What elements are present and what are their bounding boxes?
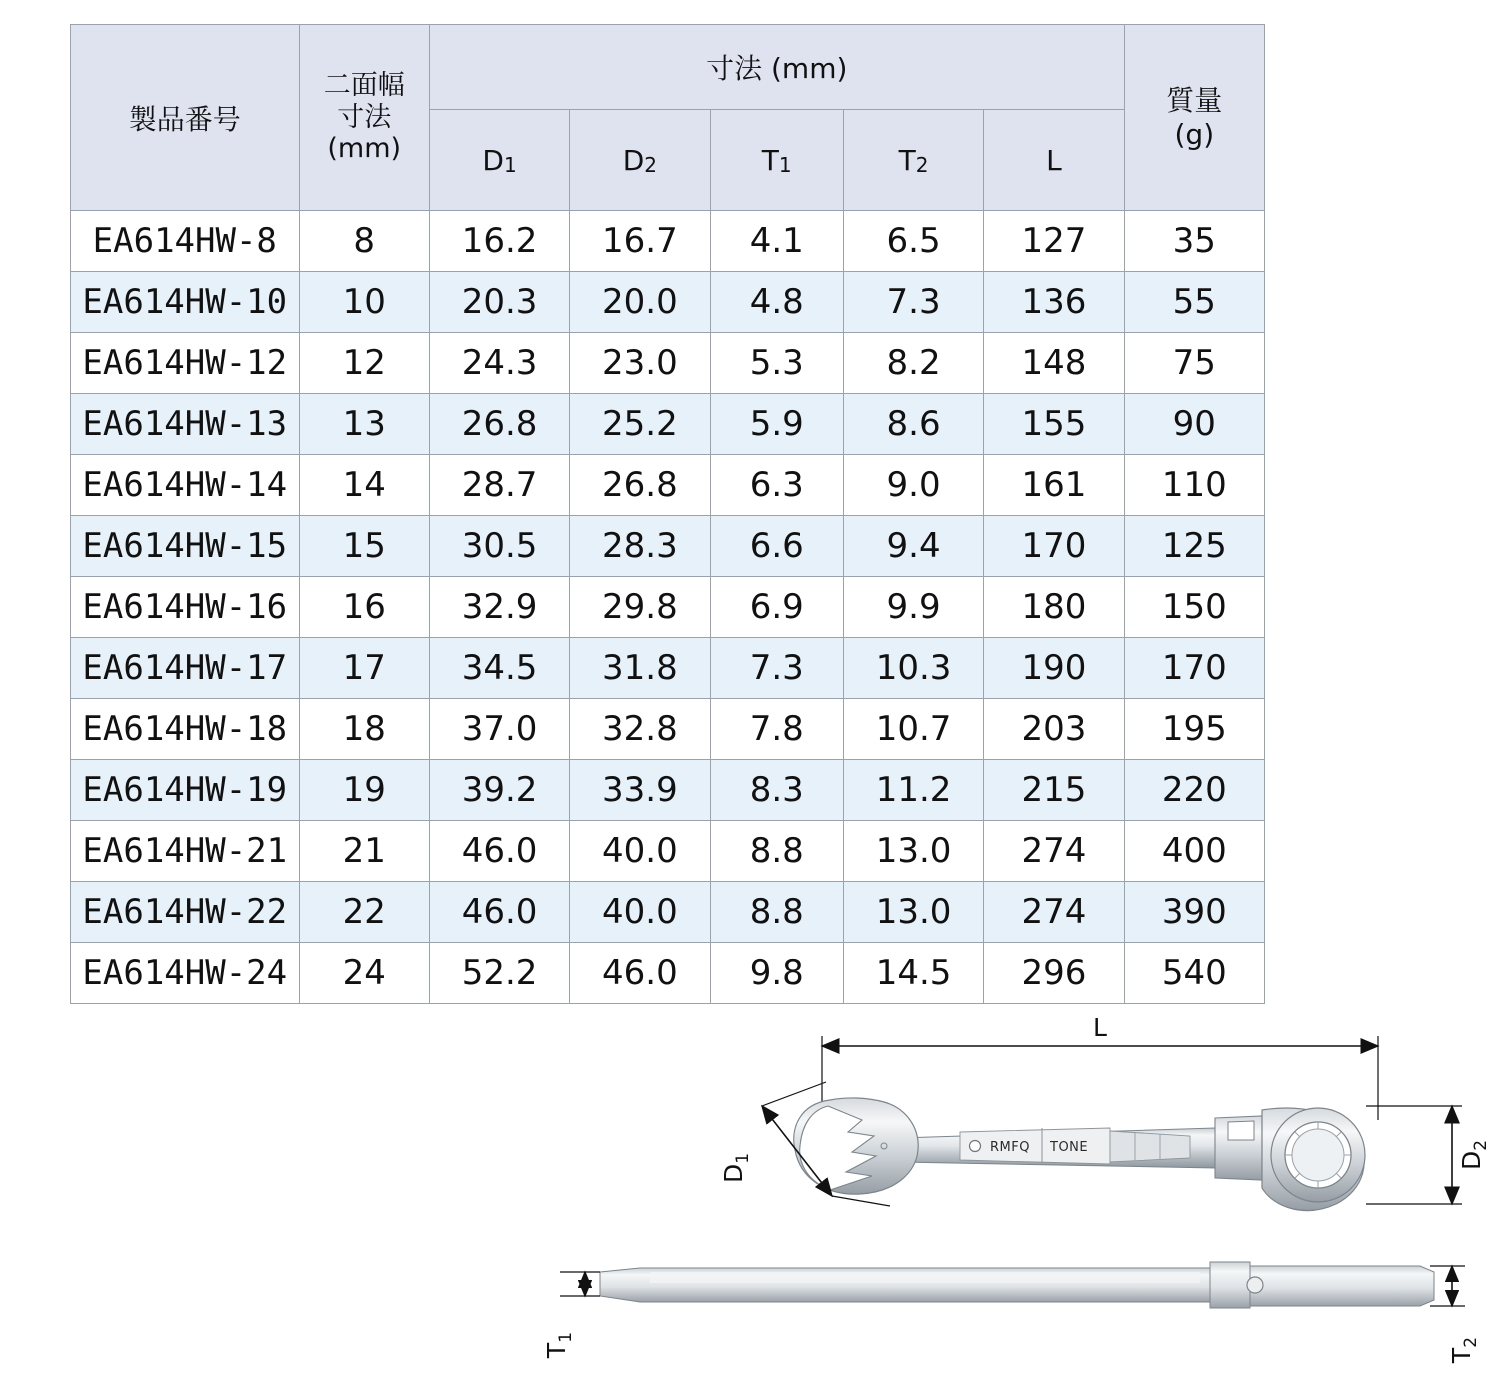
wrench-side-view (0, 1250, 1500, 1383)
table-row (71, 272, 1265, 333)
table-row (71, 394, 1265, 455)
mass-line1: 質量 (1166, 83, 1223, 117)
cell-model: EA614HW-8 (71, 211, 300, 272)
cell-t2: 9.4 (843, 516, 983, 577)
cell-d1: 16.2 (429, 211, 569, 272)
cell-across-flats: 13 (299, 394, 429, 455)
cell-d2: 23.0 (570, 333, 710, 394)
cell-l: 203 (984, 699, 1124, 760)
cell-model: EA614HW-12 (71, 333, 300, 394)
d1-index: 1 (503, 152, 517, 177)
table-row (71, 638, 1265, 699)
cell-mass: 90 (1124, 394, 1264, 455)
cell-d1: 46.0 (429, 821, 569, 882)
dim-label-l: L (1093, 1013, 1107, 1042)
mass-line2: (g) (1174, 117, 1215, 151)
cell-t2: 6.5 (843, 211, 983, 272)
cell-across-flats: 19 (299, 760, 429, 821)
cell-d1: 24.3 (429, 333, 569, 394)
cell-across-flats: 8 (299, 211, 429, 272)
cell-model: EA614HW-15 (71, 516, 300, 577)
cell-across-flats: 15 (299, 516, 429, 577)
column-header-t2 (843, 110, 983, 211)
cell-t2: 11.2 (843, 760, 983, 821)
t2-index: 2 (915, 152, 929, 177)
t1-base: T (761, 143, 779, 177)
cell-mass: 150 (1124, 577, 1264, 638)
cell-l: 215 (984, 760, 1124, 821)
column-header-mass (1124, 25, 1264, 211)
cell-mass: 390 (1124, 882, 1264, 943)
wrench-side-body (600, 1262, 1434, 1308)
brand-left-label: RMFQ (990, 1140, 1030, 1155)
table-row (71, 943, 1265, 1004)
cell-across-flats: 21 (299, 821, 429, 882)
table-row (71, 211, 1265, 272)
dim-t1-group (542, 1272, 600, 1359)
cell-across-flats: 18 (299, 699, 429, 760)
cell-t2: 10.7 (843, 699, 983, 760)
cell-t2: 8.2 (843, 333, 983, 394)
ring-head (1262, 1108, 1365, 1211)
cell-mass: 220 (1124, 760, 1264, 821)
spec-table-container (70, 24, 1265, 1004)
cell-t2: 7.3 (843, 272, 983, 333)
cell-d2: 16.7 (570, 211, 710, 272)
cell-model: EA614HW-14 (71, 455, 300, 516)
cell-d2: 29.8 (570, 577, 710, 638)
column-header-t1 (710, 110, 843, 211)
cell-d2: 40.0 (570, 882, 710, 943)
cell-d1: 20.3 (429, 272, 569, 333)
cell-across-flats: 16 (299, 577, 429, 638)
ext-line-d1-top (762, 1082, 826, 1106)
cell-model: EA614HW-10 (71, 272, 300, 333)
ext-line-d1-bottom (832, 1196, 890, 1206)
table-row (71, 516, 1265, 577)
cell-l: 136 (984, 272, 1124, 333)
cell-t1: 5.9 (710, 394, 843, 455)
cell-model: EA614HW-17 (71, 638, 300, 699)
cell-mass: 55 (1124, 272, 1264, 333)
cell-d1: 46.0 (429, 882, 569, 943)
cell-t2: 10.3 (843, 638, 983, 699)
cell-l: 274 (984, 882, 1124, 943)
column-header-d1 (429, 110, 569, 211)
column-header-dimensions: 寸法 (mm) (429, 25, 1124, 110)
table-row (71, 455, 1265, 516)
column-header-model: 製品番号 (71, 25, 300, 211)
cell-model: EA614HW-22 (71, 882, 300, 943)
dim-label-d2: $D_2$ (1457, 1139, 1491, 1171)
cell-d2: 25.2 (570, 394, 710, 455)
cell-d2: 40.0 (570, 821, 710, 882)
table-row (71, 333, 1265, 394)
across-flats-line2: 寸法 (337, 101, 392, 133)
dim-t2-group (1430, 1266, 1481, 1364)
cell-d1: 32.9 (429, 577, 569, 638)
cell-d1: 28.7 (429, 455, 569, 516)
spec-table (70, 24, 1265, 1004)
cell-model: EA614HW-16 (71, 577, 300, 638)
cell-t1: 4.8 (710, 272, 843, 333)
cell-d1: 26.8 (429, 394, 569, 455)
cell-across-flats: 17 (299, 638, 429, 699)
dim-label-t2: $T_2$ (1447, 1336, 1481, 1364)
cell-t2: 13.0 (843, 821, 983, 882)
cell-across-flats: 14 (299, 455, 429, 516)
cell-mass: 110 (1124, 455, 1264, 516)
table-head (71, 25, 1265, 211)
table-row (71, 699, 1265, 760)
cell-across-flats: 24 (299, 943, 429, 1004)
table-row (71, 821, 1265, 882)
cell-l: 127 (984, 211, 1124, 272)
cell-d1: 34.5 (429, 638, 569, 699)
cell-t1: 9.8 (710, 943, 843, 1004)
cell-l: 190 (984, 638, 1124, 699)
l-base: L (1046, 143, 1062, 177)
cell-model: EA614HW-21 (71, 821, 300, 882)
cell-d1: 39.2 (429, 760, 569, 821)
table-row (71, 577, 1265, 638)
cell-t1: 6.9 (710, 577, 843, 638)
cell-across-flats: 12 (299, 333, 429, 394)
cell-d2: 20.0 (570, 272, 710, 333)
table-row (71, 882, 1265, 943)
column-header-l (984, 110, 1124, 211)
d2-base: D (622, 143, 645, 177)
cell-t1: 6.3 (710, 455, 843, 516)
cell-mass: 195 (1124, 699, 1264, 760)
cell-t1: 4.1 (710, 211, 843, 272)
cell-d2: 28.3 (570, 516, 710, 577)
column-header-d2 (570, 110, 710, 211)
cell-d2: 33.9 (570, 760, 710, 821)
cell-l: 180 (984, 577, 1124, 638)
cell-t2: 14.5 (843, 943, 983, 1004)
across-flats-line1: 二面幅 (323, 69, 405, 101)
cell-t1: 8.8 (710, 821, 843, 882)
dim-d2-group (1366, 1106, 1491, 1204)
t2-base: T (898, 143, 916, 177)
cell-d1: 37.0 (429, 699, 569, 760)
cell-t2: 9.0 (843, 455, 983, 516)
cell-t1: 7.8 (710, 699, 843, 760)
cell-model: EA614HW-13 (71, 394, 300, 455)
cell-across-flats: 10 (299, 272, 429, 333)
cell-model: EA614HW-24 (71, 943, 300, 1004)
cell-mass: 125 (1124, 516, 1264, 577)
dim-label-d1: $D_1$ (719, 1152, 753, 1184)
across-flats-line3: (mm) (327, 133, 402, 165)
cell-t1: 8.3 (710, 760, 843, 821)
cell-t1: 7.3 (710, 638, 843, 699)
table-body (71, 211, 1265, 1004)
table-row (71, 760, 1265, 821)
wrench-body (794, 1098, 1365, 1211)
cell-model: EA614HW-18 (71, 699, 300, 760)
cell-l: 148 (984, 333, 1124, 394)
cell-l: 274 (984, 821, 1124, 882)
cell-d1: 52.2 (429, 943, 569, 1004)
cell-l: 296 (984, 943, 1124, 1004)
d1-base: D (482, 143, 504, 177)
d2-index: 2 (644, 152, 658, 177)
t1-index: 1 (778, 152, 792, 177)
cell-t2: 8.6 (843, 394, 983, 455)
cell-mass: 540 (1124, 943, 1264, 1004)
cell-mass: 170 (1124, 638, 1264, 699)
cell-l: 170 (984, 516, 1124, 577)
cell-mass: 75 (1124, 333, 1264, 394)
cell-mass: 35 (1124, 211, 1264, 272)
cell-d2: 31.8 (570, 638, 710, 699)
cell-mass: 400 (1124, 821, 1264, 882)
figure-area (0, 1000, 1500, 1383)
dim-label-t1: $T_1$ (542, 1331, 576, 1359)
cell-l: 155 (984, 394, 1124, 455)
cell-t1: 5.3 (710, 333, 843, 394)
cell-across-flats: 22 (299, 882, 429, 943)
cell-l: 161 (984, 455, 1124, 516)
cell-t2: 9.9 (843, 577, 983, 638)
column-header-across-flats (299, 25, 429, 211)
cell-t2: 13.0 (843, 882, 983, 943)
cell-d2: 26.8 (570, 455, 710, 516)
cell-t1: 8.8 (710, 882, 843, 943)
cell-model: EA614HW-19 (71, 760, 300, 821)
cell-d1: 30.5 (429, 516, 569, 577)
cell-d2: 46.0 (570, 943, 710, 1004)
wrench-top-view (0, 1000, 1500, 1250)
cell-d2: 32.8 (570, 699, 710, 760)
brand-right-label: TONE (1050, 1140, 1089, 1155)
cell-t1: 6.6 (710, 516, 843, 577)
